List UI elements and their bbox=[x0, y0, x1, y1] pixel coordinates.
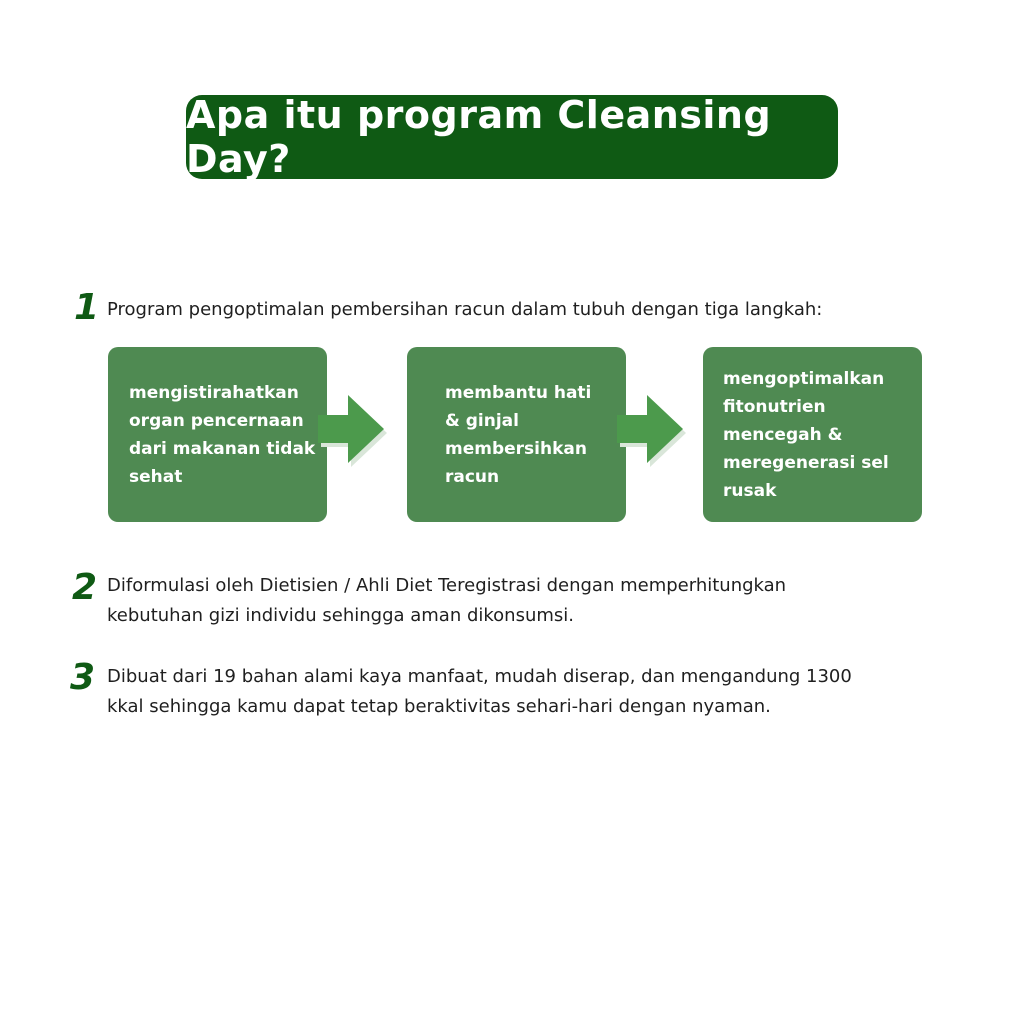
arrow-right-icon bbox=[617, 393, 689, 469]
point-number-3: 3 bbox=[70, 657, 96, 698]
point-2-line-2: kebutuhan gizi individu sehingga aman dikonsumsi. bbox=[107, 605, 575, 626]
step-1-text: mengistirahatkan organ pencernaan dari makanan tidak sehat bbox=[129, 382, 316, 487]
page-title: Apa itu program Cleansing Day? bbox=[186, 93, 772, 181]
point-1-text: Program pengoptimalan pembersihan racun dalam tubuh dengan tiga langkah: bbox=[107, 299, 823, 320]
step-3-text: mengoptimalkan fitonutrien mencegah & meregenerasi sel rusak bbox=[723, 368, 889, 501]
point-number-2: 2 bbox=[72, 567, 98, 608]
point-3-line-1: Dibuat dari 19 bahan alami kaya manfaat, mudah diserap, dan mengandung 1300 bbox=[107, 666, 852, 687]
point-2-line-1: Diformulasi oleh Dietisien / Ahli Diet Teregistrasi dengan memperhitungkan bbox=[107, 575, 787, 596]
step-box-3 bbox=[703, 347, 922, 522]
step-box-1 bbox=[108, 347, 327, 522]
step-2-text: membantu hati & ginjal membersihkan racun bbox=[445, 382, 592, 487]
arrow-right-icon bbox=[318, 393, 390, 469]
point-number-1: 1 bbox=[74, 287, 100, 328]
step-box-2 bbox=[407, 347, 626, 522]
title-banner bbox=[186, 95, 838, 179]
point-3-line-2: kkal sehingga kamu dapat tetap beraktivitas sehari-hari dengan nyaman. bbox=[107, 696, 771, 717]
